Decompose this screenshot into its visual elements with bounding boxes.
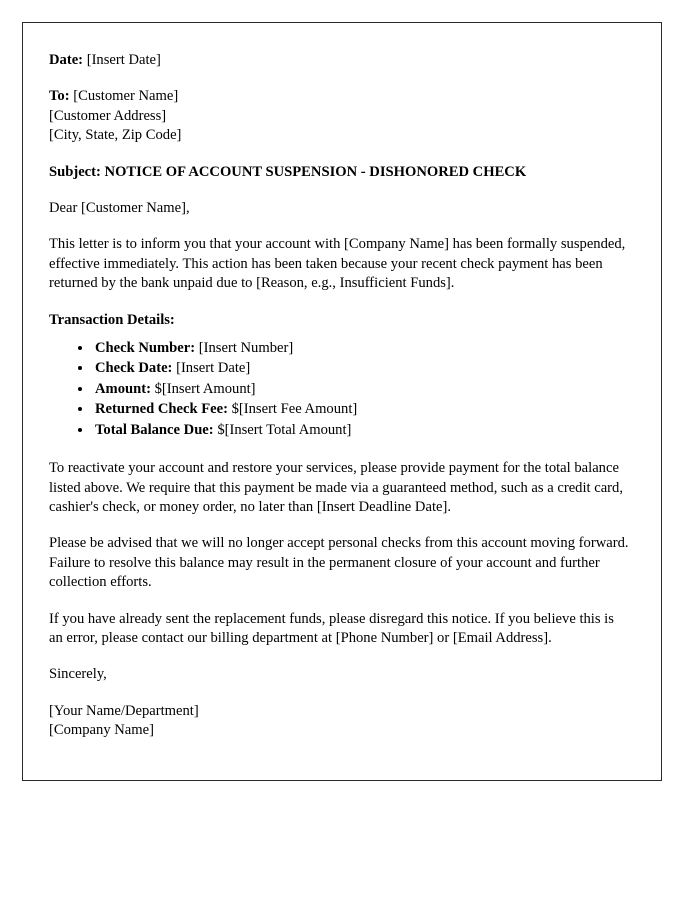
total-balance-due-value: $[Insert Total Amount] xyxy=(217,421,352,438)
recipient-name-line xyxy=(49,87,631,106)
check-date-value: [Insert Date] xyxy=(176,360,251,377)
returned-check-fee-value: $[Insert Fee Amount] xyxy=(231,401,358,418)
transaction-details-heading: Transaction Details: xyxy=(49,311,175,328)
returned-check-fee-label: Returned Check Fee: xyxy=(95,401,228,418)
date-label: Date: xyxy=(49,52,84,68)
recipient-block xyxy=(49,87,631,145)
date-block xyxy=(49,51,631,70)
paragraph-reactivate: To reactivate your account and restore your services, please provide payment for the total balance listed above. We require that this payment be made via a guaranteed method, such as a credit card, cashier's check, or money order, no later than [Insert Deadline Date]. xyxy=(49,460,623,515)
recipient-label: To: xyxy=(49,88,70,105)
check-number-label: Check Number: xyxy=(95,340,196,357)
list-item xyxy=(93,339,631,358)
list-item xyxy=(93,421,631,440)
recipient-name: [Customer Name] xyxy=(73,88,179,105)
letter-page xyxy=(22,22,662,781)
paragraph-advisory: Please be advised that we will no longer accept personal checks from this account moving forward. Failure to resolve this balance may result in the permanent closure of your account and further collection efforts. xyxy=(49,535,629,591)
list-item xyxy=(93,359,631,378)
signature-name: [Your Name/Department] xyxy=(49,702,199,719)
check-number-value: [Insert Number] xyxy=(198,340,294,357)
letter-content xyxy=(23,23,661,741)
paragraph-contact: If you have already sent the replacement funds, please disregard this notice. If you believe this is an error, please contact our billing department at [Phone Number] or [Email Address]. xyxy=(49,610,614,646)
list-item xyxy=(93,380,631,399)
subject-line: Subject: NOTICE OF ACCOUNT SUSPENSION - DISHONORED CHECK xyxy=(49,163,527,180)
amount-label: Amount: xyxy=(95,380,151,397)
recipient-address: [Customer Address] xyxy=(49,107,167,124)
signature-block xyxy=(49,702,631,741)
signature-company: [Company Name] xyxy=(49,722,154,739)
transaction-details-list xyxy=(49,339,631,440)
date-line xyxy=(49,51,631,70)
salutation: Dear [Customer Name], xyxy=(49,200,190,217)
total-balance-due-label: Total Balance Due: xyxy=(95,421,214,438)
check-date-label: Check Date: xyxy=(95,360,173,377)
list-item xyxy=(93,400,631,419)
recipient-city-state-zip: [City, State, Zip Code] xyxy=(49,127,182,144)
date-value: [Insert Date] xyxy=(86,52,161,68)
opening-paragraph: This letter is to inform you that your account with [Company Name] has been formally suspended, effective immediately. This action has been taken because your recent check payment has been returned by the bank unpaid due to [Reason, e.g., Insufficient Funds]. xyxy=(49,236,626,292)
amount-value: $[Insert Amount] xyxy=(154,380,256,397)
closing: Sincerely, xyxy=(49,666,107,683)
